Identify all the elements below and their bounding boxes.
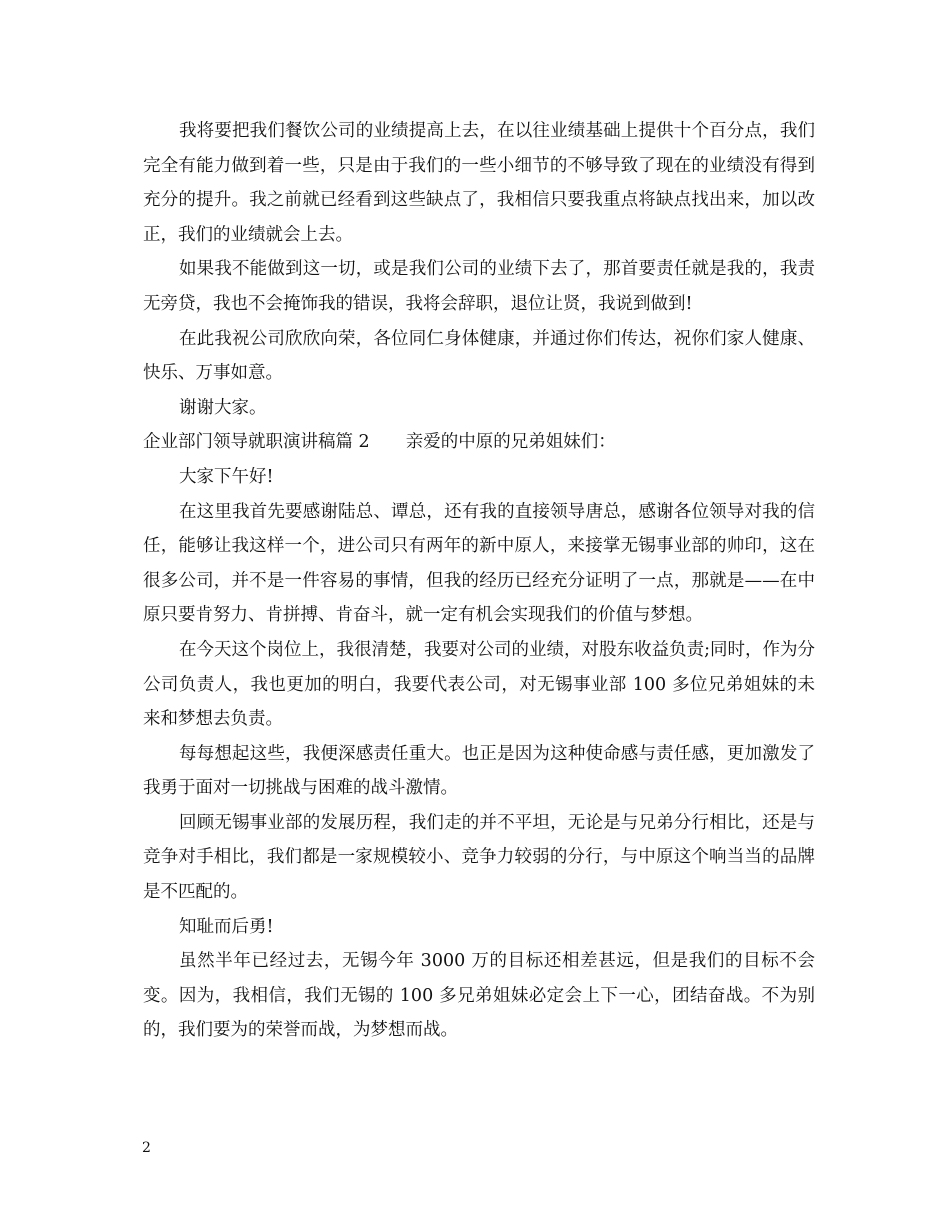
document-body xyxy=(143,114,815,1048)
page-number: 2 xyxy=(142,1140,151,1156)
paragraph: 每每想起这些，我便深感责任重大。也正是因为这种使命感与责任感，更加激发了我勇于面对一切挑战与困难的战斗激情。 xyxy=(143,743,815,799)
paragraph: 谢谢大家。 xyxy=(179,397,267,418)
paragraph: 回顾无锡事业部的发展历程，我们走的并不平坦，无论是与兄弟分行相比，还是与竞争对手相比，我们都是一家规模较小、竞争力较弱的分行，与中原这个响当当的品牌是不匹配的。 xyxy=(143,812,815,903)
paragraph: 知耻而后勇! xyxy=(179,916,274,937)
section-title: 企业部门领导就职演讲稿篇 2 xyxy=(143,432,370,453)
greeting: 亲爱的中原的兄弟姐妹们： xyxy=(405,432,616,453)
paragraph: 如果我不能做到这一切，或是我们公司的业绩下去了，那首要责任就是我的，我责无旁贷，我也不会掩饰我的错误，我将会辞职，退位让贤，我说到做到! xyxy=(143,259,815,314)
paragraph: 在此我祝公司欣欣向荣，各位同仁身体健康，并通过你们传达，祝你们家人健康、快乐、万事如意。 xyxy=(143,328,815,384)
section-heading-line xyxy=(143,425,815,460)
paragraph: 我将要把我们餐饮公司的业绩提高上去，在以往业绩基础上提供十个百分点，我们完全有能力做到着一些，只是由于我们的一些小细节的不够导致了现在的业绩没有得到充分的提升。我之前就已经看到这些缺点了，我相信只要我重点将缺点找出来，加以改正，我们的业绩就会上去。 xyxy=(143,121,815,245)
paragraph: 在今天这个岗位上，我很清楚，我要对公司的业绩，对股东收益负责;同时，作为分公司负责人，我也更加的明白，我要代表公司，对无锡事业部 100 多位兄弟姐妹的未来和梦想去负责。 xyxy=(143,639,815,730)
paragraph: 在这里我首先要感谢陆总、谭总，还有我的直接领导唐总，感谢各位领导对我的信任，能够让我这样一个，进公司只有两年的新中原人，来接掌无锡事业部的帅印，这在很多公司，并不是一件容易的事情，但我的经历已经充分证明了一点，那就是——在中原只要肯努力、肯拼搏、肯奋斗，就一定有机会实现我们的价值与梦想。 xyxy=(143,501,815,626)
paragraph: 虽然半年已经过去，无锡今年 3000 万的目标还相差甚远，但是我们的目标不会变。因为，我相信，我们无锡的 100 多兄弟姐妹必定会上下一心，团结奋战。不为别的，我们要为的荣誉而战，为梦想而战。 xyxy=(143,951,815,1041)
paragraph: 大家下午好! xyxy=(179,466,274,487)
